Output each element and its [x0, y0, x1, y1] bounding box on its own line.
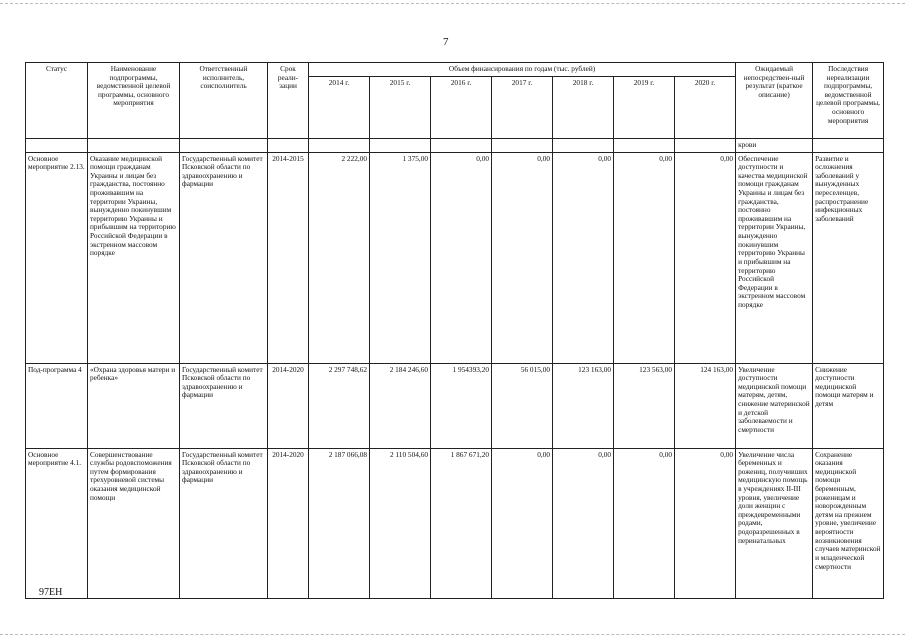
- row-value: 0,00: [614, 152, 675, 363]
- page-number: 7: [443, 36, 449, 48]
- row-value: 1 954393,20: [431, 363, 492, 448]
- row-value: 123 163,00: [553, 363, 614, 448]
- row-consequences: Снижение доступности медицинской помощи матерям и детям: [813, 363, 884, 448]
- row-consequences: Сохранение оказания медицинской помощи беременным, роженицам и новорожденным детям на прежнем уровне, увеличение вероятности возникновения случаев материнской и младенческой смертности: [813, 448, 884, 598]
- row-executor: Государственный комитет Псковской области по здравоохранению и фармации: [180, 363, 268, 448]
- row-term: 2014-2020: [268, 448, 309, 598]
- row-term: 2014-2020: [268, 363, 309, 448]
- header-row-1: [26, 63, 884, 77]
- row-value: 2 187 066,08: [309, 448, 370, 598]
- header-year: 2016 г.: [431, 76, 492, 138]
- row-executor: Государственный комитет Псковской области по здравоохранению и фармации: [180, 448, 268, 598]
- budget-table: [25, 62, 884, 599]
- header-term: Срок реали-зации: [268, 63, 309, 139]
- header-year: 2018 г.: [553, 76, 614, 138]
- row-value: 1 375,00: [370, 152, 431, 363]
- row-result: Увеличение доступности медицинской помощи матерям, детям, снижение материнской и детской заболеваемости и смертности: [736, 363, 813, 448]
- table-row: [26, 448, 884, 598]
- row-name: Оказание медицинской помощи гражданам Украины и лицам без гражданства, постоянно проживавшим на территории Украины, вынужденно покинувшим территорию Украины и прибывшим на территорию Российской Федерации в экстренном массовом порядке: [88, 152, 180, 363]
- scan-artifact-top: [0, 3, 905, 4]
- row-executor: Государственный комитет Псковской области по здравоохранению и фармации: [180, 152, 268, 363]
- table-row: [26, 363, 884, 448]
- row-name: «Охрана здоровья матери и ребенка»: [88, 363, 180, 448]
- row-status: Основное мероприятие 2.13.: [26, 152, 88, 363]
- header-year: 2015 г.: [370, 76, 431, 138]
- row-status: Основное мероприятие 4.1.: [26, 448, 88, 598]
- header-executor: Ответственный исполнитель, соисполнитель: [180, 63, 268, 139]
- row-value: 1 867 671,20: [431, 448, 492, 598]
- row-result: Увеличение числа беременных и рожениц, получивших медицинскую помощь в учреждениях II-III уровня, увеличение доли женщин с преждевременными родами, родоразрешенных в перинатальных: [736, 448, 813, 598]
- header-year: 2017 г.: [492, 76, 553, 138]
- row-value: 2 110 504,60: [370, 448, 431, 598]
- header-year: 2020 г.: [675, 76, 736, 138]
- row-status: Под-программа 4: [26, 363, 88, 448]
- header-year: 2019 г.: [614, 76, 675, 138]
- header-funding: Объем финансирования по годам (тыс. рублей): [309, 63, 736, 77]
- row-value: 0,00: [675, 152, 736, 363]
- scan-artifact-bottom: [0, 634, 905, 635]
- carryover-text: крови: [736, 138, 813, 152]
- row-value: 2 222,00: [309, 152, 370, 363]
- row-name: Совершенствование службы родовспоможения путем формирования трехуровневой системы оказания медицинской помощи: [88, 448, 180, 598]
- header-consequences: Последствия нереализации подпрограммы, ведомственной целевой программы, основного мероприятия: [813, 63, 884, 139]
- row-value: 124 163,00: [675, 363, 736, 448]
- row-value: 0,00: [553, 448, 614, 598]
- header-year: 2014 г.: [309, 76, 370, 138]
- row-consequences: Развитие и осложнения заболеваний у вынужденных переселенцев, распространение инфекционных заболеваний: [813, 152, 884, 363]
- row-term: 2014-2015: [268, 152, 309, 363]
- carryover-row: [26, 138, 884, 152]
- header-name: Наименование подпрограммы, ведомственной целевой программы, основного мероприятия: [88, 63, 180, 139]
- row-value: 0,00: [492, 448, 553, 598]
- row-value: 0,00: [553, 152, 614, 363]
- row-value: 123 563,00: [614, 363, 675, 448]
- header-status: Статус: [26, 63, 88, 139]
- footer-code: 97ЕН: [39, 587, 63, 598]
- row-value: 0,00: [492, 152, 553, 363]
- table-row: [26, 152, 884, 363]
- row-value: 0,00: [614, 448, 675, 598]
- header-result: Ожидаемый непосредствен-ный результат (краткое описание): [736, 63, 813, 139]
- row-value: 2 297 748,62: [309, 363, 370, 448]
- row-value: 2 184 246,60: [370, 363, 431, 448]
- row-result: Обеспечение доступности и качества медицинской помощи гражданам Украины и лицам без гражданства, постоянно проживавшим на территории Украины, вынужденно покинувшим территорию Украины и прибывшим на территорию Российской Федерации в экстренном массовом порядке: [736, 152, 813, 363]
- row-value: 0,00: [431, 152, 492, 363]
- row-value: 56 015,00: [492, 363, 553, 448]
- row-value: 0,00: [675, 448, 736, 598]
